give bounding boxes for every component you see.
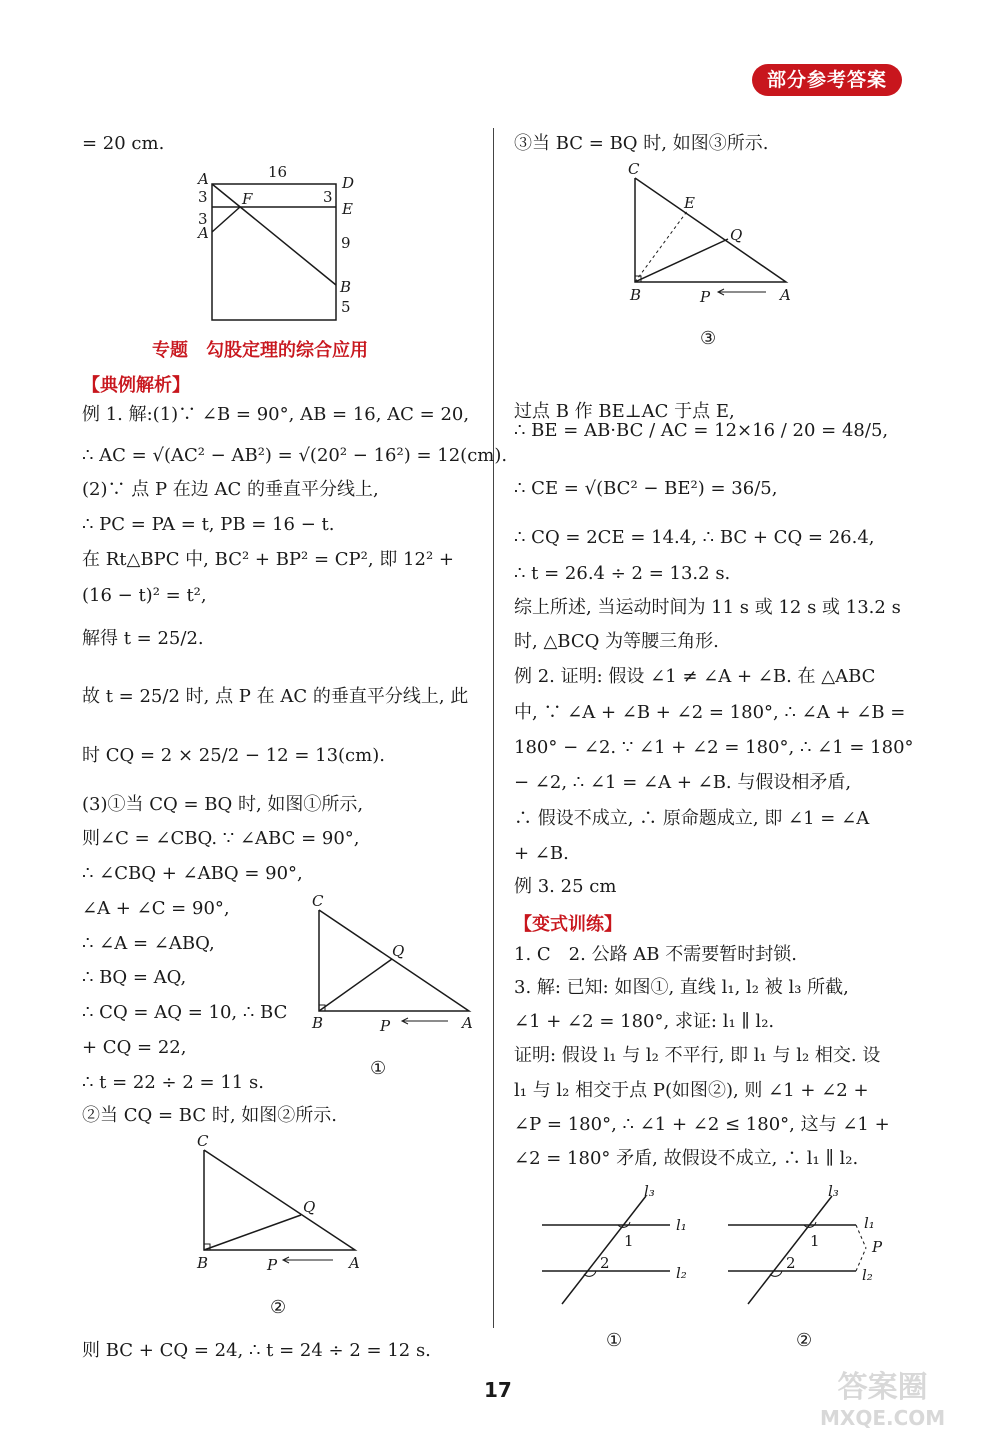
label-p: P [700,288,711,306]
label-p: P [380,1017,391,1035]
label-a: A [780,286,791,304]
text-line: ∴ t = 26.4 ÷ 2 = 13.2 s. [514,563,731,584]
figure-parallel-lines [540,1182,710,1312]
label-a: A [462,1014,473,1032]
text-line: ∴ ∠A = ∠ABQ, [82,933,215,954]
label-l3: l₃ [644,1182,655,1200]
column-divider [493,128,494,1328]
label-b: B [340,278,352,296]
text-line: 时 CQ = 2 × 25/2 − 12 = 13(cm). [82,745,385,766]
label-c: C [197,1132,209,1150]
label-e: E [342,200,353,218]
text-line: ∴ AC = √(AC² − AB²) = √(20² − 16²) = 12(cm). [82,445,508,466]
text-line: ∴ 假设不成立, ∴ 原命题成立, 即 ∠1 = ∠A [514,808,870,829]
text-line: (2)∵ 点 P 在边 AC 的垂直平分线上, [82,479,379,500]
text-line: ②当 CQ = BC 时, 如图②所示. [82,1105,337,1126]
label-a2: A [198,224,209,242]
label-angle-1: 1 [624,1232,634,1250]
text-line: ∴ CQ = AQ = 10, ∴ BC [82,1002,288,1023]
label-angle-2: 2 [786,1254,796,1272]
label-b: B [630,286,642,304]
text-line: − ∠2, ∴ ∠1 = ∠A + ∠B. 与假设相矛盾, [514,772,852,793]
section-title: 专题 勾股定理的综合应用 [152,340,368,361]
label-l1: l₁ [864,1214,875,1232]
text-line: l₁ 与 l₂ 相交于点 P(如图②), 则 ∠1 + ∠2 + [514,1080,869,1101]
answer-section-badge: 部分参考答案 [752,64,902,96]
label-a: A [349,1254,360,1272]
figure-square-fold [190,162,370,332]
figure-triangle-3 [626,160,801,305]
figure-caption: ② [796,1330,813,1351]
text-line: ③当 BC = BQ 时, 如图③所示. [514,133,769,154]
label-3b: 3 [198,210,208,228]
label-3c: 3 [323,188,333,206]
label-a: A [198,170,209,188]
text-line: 180° − ∠2. ∵ ∠1 + ∠2 = 180°, ∴ ∠1 = 180° [514,737,914,758]
heading-examples: 【典例解析】 [82,375,190,396]
text-line: 在 Rt△BPC 中, BC² + BP² = CP², 即 12² + [82,549,454,570]
text-line: 则∠C = ∠CBQ. ∵ ∠ABC = 90°, [82,828,360,849]
text-line: 则 BC + CQ = 24, ∴ t = 24 ÷ 2 = 12 s. [82,1340,431,1361]
label-l2: l₂ [676,1264,687,1282]
label-16: 16 [268,163,288,181]
text-line: ∴ PC = PA = t, PB = 16 − t. [82,514,335,535]
text-line: 综上所述, 当运动时间为 11 s 或 12 s 或 13.2 s [514,597,901,618]
text-line: 3. 解: 已知: 如图①, 直线 l₁, l₂ 被 l₃ 所截, [514,977,849,998]
text-line: 1. C 2. 公路 AB 不需要暂时封锁. [514,944,797,965]
text-line: 解得 t = 25/2. [82,628,204,649]
text-line: 例 3. 25 cm [514,876,617,897]
label-b: B [312,1014,324,1032]
text-line: 例 1. 解:(1)∵ ∠B = 90°, AB = 16, AC = 20, [82,404,470,425]
label-9: 9 [341,234,351,252]
figure-triangle-1 [310,892,480,1035]
heading-practice: 【变式训练】 [514,914,622,935]
text-line: ∴ CQ = 2CE = 14.4, ∴ BC + CQ = 26.4, [514,527,875,548]
label-e: E [684,194,695,212]
figure-caption: ① [606,1330,623,1351]
label-l2: l₂ [862,1266,873,1284]
label-d: D [342,174,355,192]
text-line: 中, ∵ ∠A + ∠B + ∠2 = 180°, ∴ ∠A + ∠B = [514,702,906,723]
text-line: ∴ ∠CBQ + ∠ABQ = 90°, [82,863,303,884]
text-line: = 20 cm. [82,133,165,154]
label-c: C [628,160,640,178]
figure-caption: ① [370,1058,387,1079]
figure-caption: ③ [700,328,717,349]
label-f: F [242,190,253,208]
label-l3: l₃ [828,1182,839,1200]
text-line: ∴ BQ = AQ, [82,967,187,988]
watermark-line2: MXQE.COM [820,1406,946,1430]
text-line: 时, △BCQ 为等腰三角形. [514,631,719,652]
label-5: 5 [341,298,351,316]
label-angle-2: 2 [600,1254,610,1272]
text-line: ∴ CE = √(BC² − BE²) = 36/5, [514,478,778,499]
text-line: ∠1 + ∠2 = 180°, 求证: l₁ ∥ l₂. [514,1011,775,1032]
text-line: ∠P = 180°, ∴ ∠1 + ∠2 ≤ 180°, 这与 ∠1 + [514,1114,890,1135]
text-line: + ∠B. [514,843,569,864]
label-b: B [197,1254,209,1272]
label-p: P [872,1238,883,1256]
text-line: (16 − t)² = t², [82,585,207,606]
watermark-line1: 答案圈 [837,1370,928,1405]
text-line: + CQ = 22, [82,1037,187,1058]
figure-intersecting-lines [726,1182,906,1312]
label-l1: l₁ [676,1216,687,1234]
label-p: P [267,1256,278,1274]
label-q: Q [392,942,405,960]
text-line: 过点 B 作 BE⊥AC 于点 E, [514,401,735,422]
watermark [820,1370,945,1430]
text-line: 例 2. 证明: 假设 ∠1 ≠ ∠A + ∠B. 在 △ABC [514,666,876,687]
text-line: ∴ t = 22 ÷ 2 = 11 s. [82,1072,264,1093]
label-q: Q [730,226,743,244]
text-line: ∴ BE = AB·BC / AC = 12×16 / 20 = 48/5, [514,420,889,441]
figure-triangle-2 [195,1130,370,1275]
page-number: 17 [484,1378,512,1402]
text-line: 证明: 假设 l₁ 与 l₂ 不平行, 即 l₁ 与 l₂ 相交. 设 [514,1045,881,1066]
text-line: (3)①当 CQ = BQ 时, 如图①所示, [82,794,364,815]
label-3a: 3 [198,188,208,206]
label-q: Q [303,1198,316,1216]
label-c: C [312,892,324,910]
text-line: ∠2 = 180° 矛盾, 故假设不成立, ∴ l₁ ∥ l₂. [514,1148,859,1169]
text-line: ∠A + ∠C = 90°, [82,898,230,919]
text-line: 故 t = 25/2 时, 点 P 在 AC 的垂直平分线上, 此 [82,686,469,707]
figure-caption: ② [270,1297,287,1318]
label-angle-1: 1 [810,1232,820,1250]
